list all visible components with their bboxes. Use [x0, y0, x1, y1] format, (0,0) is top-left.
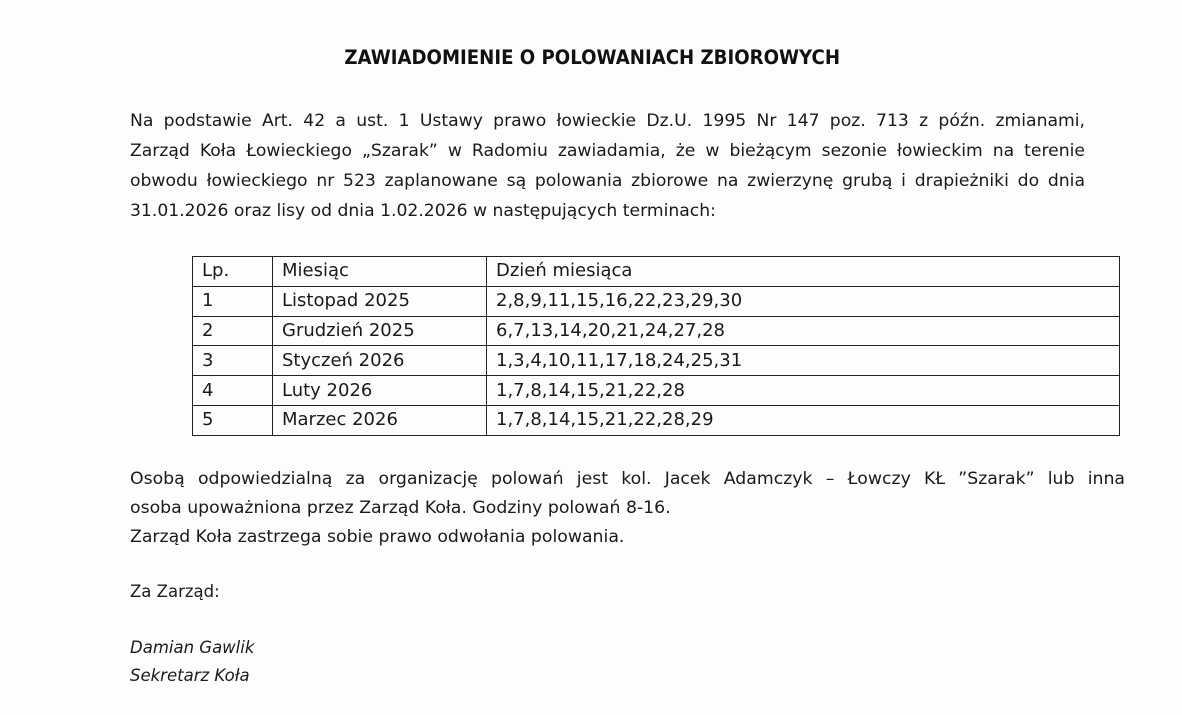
- cell-month: Listopad 2025: [273, 286, 487, 316]
- table-header-row: [193, 257, 1120, 287]
- closing-paragraph: [130, 465, 1125, 552]
- intro-line: Zarząd Koła Łowieckiego „Szarak” w Radomiu zawiadamia, że w bieżącym sezonie łowieckim na terenie: [130, 141, 1085, 161]
- closing-line: Zarząd Koła zastrzega sobie prawo odwołania polowania.: [130, 527, 625, 547]
- intro-paragraph: [130, 106, 1085, 226]
- for-board-label: Za Zarząd:: [130, 582, 220, 601]
- header-cell-number: Lp.: [193, 257, 273, 287]
- cell-number: 2: [193, 316, 273, 346]
- cell-days: 1,3,4,10,11,17,18,24,25,31: [487, 346, 1120, 376]
- signature-name: Damian Gawlik: [130, 638, 255, 657]
- intro-line: 31.01.2026 oraz lisy od dnia 1.02.2026 w następujących terminach:: [130, 201, 716, 221]
- cell-number: 3: [193, 346, 273, 376]
- header-cell-days: Dzień miesiąca: [487, 257, 1120, 287]
- table-row: [193, 286, 1120, 316]
- cell-month: Luty 2026: [273, 376, 487, 406]
- cell-month: Marzec 2026: [273, 405, 487, 435]
- document-title: ZAWIADOMIENIE O POLOWANIACH ZBIOROWYCH: [344, 46, 841, 69]
- cell-days: 1,7,8,14,15,21,22,28,29: [487, 405, 1120, 435]
- closing-line: osoba upoważniona przez Zarząd Koła. Godziny polowań 8-16.: [130, 498, 671, 518]
- cell-number: 4: [193, 376, 273, 406]
- cell-days: 2,8,9,11,15,16,22,23,29,30: [487, 286, 1120, 316]
- signature-role: Sekretarz Koła: [130, 666, 250, 685]
- cell-number: 5: [193, 405, 273, 435]
- cell-days: 6,7,13,14,20,21,24,27,28: [487, 316, 1120, 346]
- intro-line: Na podstawie Art. 42 a ust. 1 Ustawy prawo łowieckie Dz.U. 1995 Nr 147 poz. 713 z późn. zmianami,: [130, 111, 1085, 131]
- hunting-schedule-table: [192, 256, 1120, 436]
- cell-number: 1: [193, 286, 273, 316]
- cell-month: Styczeń 2026: [273, 346, 487, 376]
- table-row: [193, 316, 1120, 346]
- table-row: [193, 405, 1120, 435]
- cell-month: Grudzień 2025: [273, 316, 487, 346]
- header-cell-month: Miesiąc: [273, 257, 487, 287]
- signature-block: [130, 634, 254, 690]
- closing-line: Osobą odpowiedzialną za organizację polowań jest kol. Jacek Adamczyk – Łowczy KŁ ”Szarak” lub inna: [130, 469, 1125, 489]
- table-row: [193, 376, 1120, 406]
- cell-days: 1,7,8,14,15,21,22,28: [487, 376, 1120, 406]
- intro-line: obwodu łowieckiego nr 523 zaplanowane są polowania zbiorowe na zwierzynę grubą i drapieżniki do dnia: [130, 171, 1085, 191]
- table-row: [193, 346, 1120, 376]
